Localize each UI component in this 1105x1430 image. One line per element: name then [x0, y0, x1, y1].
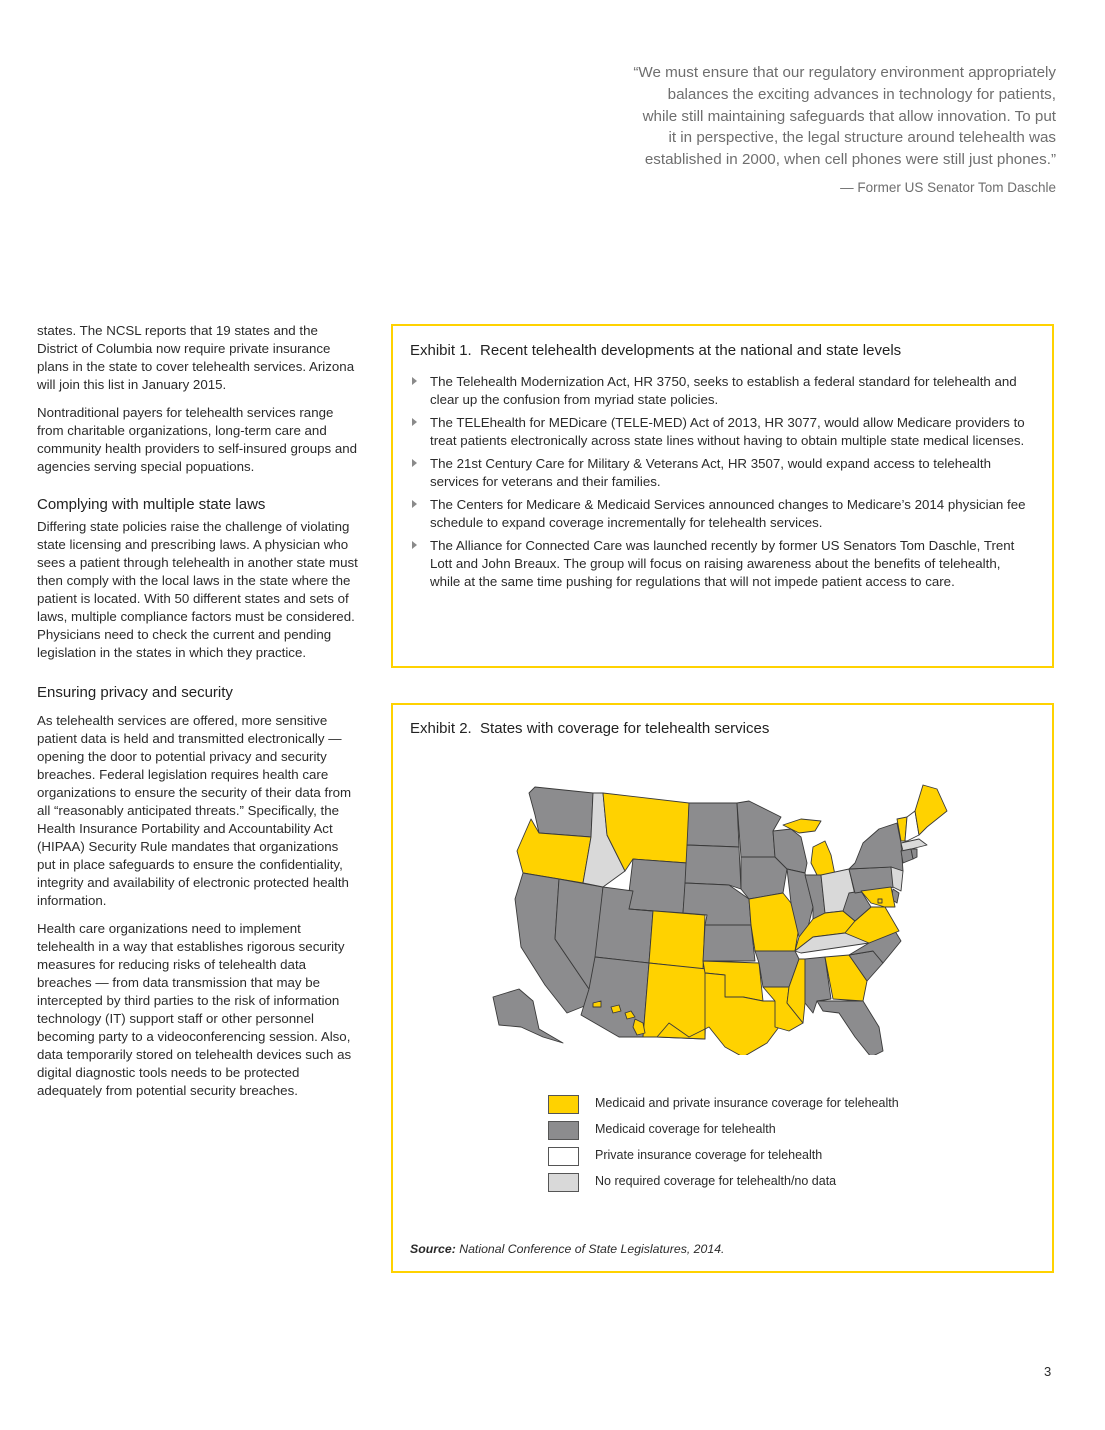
list-item: [410, 373, 1034, 409]
legend-swatch: [548, 1121, 579, 1140]
list-item-text: The Centers for Medicare & Medicaid Services announced changes to Medicare’s 2014 physician fee schedule to expand coverage incrementally for telehealth services.: [430, 497, 1026, 530]
legend-swatch: [548, 1173, 579, 1192]
source-label: Source:: [410, 1242, 456, 1256]
legend-label: Private insurance coverage for telehealth: [595, 1148, 823, 1162]
list-item: [410, 537, 1034, 591]
body-paragraph: Nontraditional payers for telehealth services range from charitable organizations, long-term care and community health providers to self-insured groups and agencies serving special popuations.: [37, 405, 358, 474]
quote-line: while still maintaining safeguards that allow innovation. To put: [642, 107, 1056, 125]
state-ia: [741, 857, 787, 899]
bullet-arrow-icon: [412, 459, 417, 467]
page-number: 3: [1044, 1364, 1052, 1379]
quote-line: established in 2000, when cell phones were still just phones.”: [644, 151, 1056, 169]
body-paragraph: states. The NCSL reports that 19 states and the District of Columbia now require private insurance plans in the state to cover telehealth services. Arizona will join this list in January 2015.: [37, 323, 355, 392]
legend-swatch: [548, 1147, 579, 1166]
bullet-arrow-icon: [412, 418, 417, 426]
state-sd: [685, 845, 741, 889]
body-column: [37, 322, 359, 1110]
state-wy: [627, 859, 687, 913]
us-coverage-map: [483, 775, 963, 1055]
list-item: [410, 414, 1034, 450]
state-ny: [849, 823, 903, 871]
source-text: National Conference of State Legislatures, 2014.: [455, 1242, 725, 1256]
bullet-arrow-icon: [412, 500, 417, 508]
legend-label: Medicaid coverage for telehealth: [595, 1122, 776, 1136]
quote-attribution: — Former US Senator Tom Daschle: [840, 179, 1056, 195]
list-item-text: The Alliance for Connected Care was launched recently by former US Senators Tom Daschle, Trent Lott and John Breaux. The group will focus on raising awareness about the benefits of telehealth, while at the same time pushing for regulations that will not impede patient access to care.: [430, 538, 1015, 589]
state-ks: [703, 925, 755, 961]
list-item: [410, 455, 1034, 491]
quote-line: “We must ensure that our regulatory environment appropriately: [633, 64, 1056, 81]
legend-swatch: [548, 1095, 579, 1114]
bullet-arrow-icon: [412, 541, 417, 549]
quote-line: balances the exciting advances in technology for patients,: [667, 85, 1056, 103]
source-note: [410, 1242, 724, 1256]
quote-line: it in perspective, the legal structure around telehealth was: [668, 129, 1056, 147]
exhibit-2-box: [391, 703, 1054, 1273]
state-nd: [687, 803, 739, 847]
list-item-text: The Telehealth Modernization Act, HR 3750, seeks to establish a federal standard for telehealth and clear up the confusion from myriad state policies.: [430, 374, 1017, 407]
section-heading: Complying with multiple state laws: [37, 496, 266, 513]
section-heading: Ensuring privacy and security: [37, 684, 233, 701]
list-item: [410, 496, 1034, 532]
body-paragraph: Differing state policies raise the challenge of violating state licensing and prescribing laws. A physician who sees a patient through telehealth in another state must then comply with the local laws in the state where the patient is located. With 50 different states and sets of laws, multiple compliance factors must be considered. Physicians need to check the current and pending legislation in the states in which they practice.: [37, 519, 358, 660]
state-nj: [891, 867, 903, 891]
pull-quote: [560, 62, 1056, 199]
legend-label: Medicaid and private insurance coverage for telehealth: [595, 1096, 899, 1110]
legend-label: No required coverage for telehealth/no data: [595, 1174, 837, 1188]
bullet-arrow-icon: [412, 377, 417, 385]
exhibit-1-list: [410, 373, 1034, 591]
body-paragraph: As telehealth services are offered, more sensitive patient data is held and transmitted electronically — opening the door to potential privacy and security breaches. Federal legislation requires health care organizations to ensure the security of their data from all “reasonably anticipated threats.” Specifically, the Health Insurance Portability and Accountability Act (HIPAA) Security Rule mandates that organizations put in place safeguards to ensure the confidentiality, integrity and availability of electronic protected health information.: [37, 713, 352, 908]
body-paragraph: Health care organizations need to implement telehealth in a way that establishes rigorous security measures for reducing risks of telehealth data breaches — from data transmission that may be intercepted by third parties to the risk of information technology (IT) support staff or other personnel becoming party to a videoconferencing session. Also, data temporarily stored on telehealth devices such as digital diagnostic tools needs to be protected adequately from potential security breaches.: [37, 921, 352, 1098]
state-dc: [878, 899, 882, 903]
state-wa: [529, 787, 593, 837]
exhibit-2-title: Exhibit 2. States with coverage for telehealth services: [410, 720, 770, 737]
state-ak: [493, 989, 563, 1043]
list-item-text: The TELEhealth for MEDicare (TELE-MED) Act of 2013, HR 3077, would allow Medicare providers to treat patients electronically across state lines without having to obtain multiple state medical licenses.: [430, 415, 1025, 448]
state-fl: [817, 1001, 883, 1055]
exhibit-1-box: [391, 324, 1054, 668]
list-item-text: The 21st Century Care for Military & Veterans Act, HR 3507, would expand access to telehealth services for veterans and their families.: [430, 456, 991, 489]
state-me: [915, 785, 947, 835]
exhibit-1-title: Exhibit 1. Recent telehealth developments at the national and state levels: [410, 342, 902, 359]
